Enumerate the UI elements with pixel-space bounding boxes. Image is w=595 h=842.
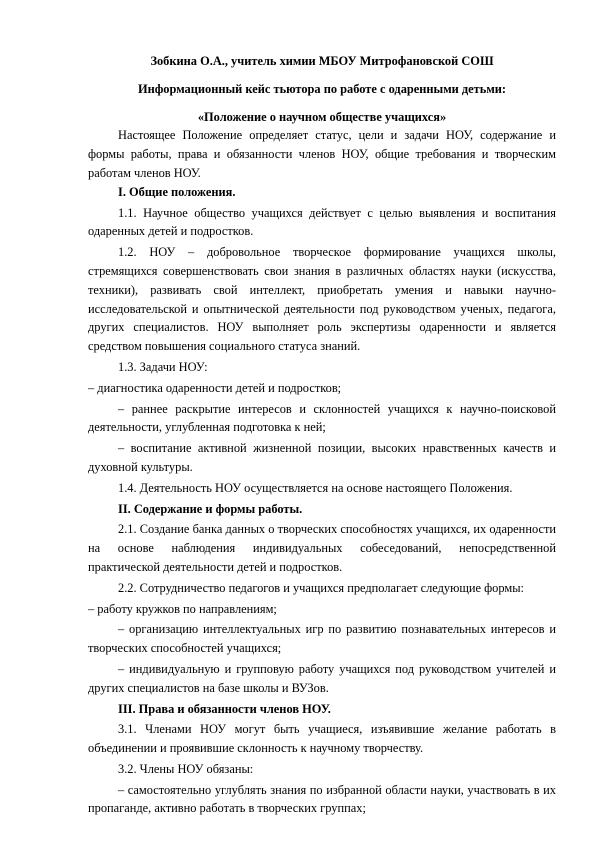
duty-item-1: – самостоятельно углублять знания по избранной области науки, участвовать в их пропаганде, активно работать в творческих группах; bbox=[88, 782, 556, 816]
author-line: Зобкина О.А., учитель химии МБОУ Митрофановской СОШ bbox=[150, 54, 494, 68]
document-title: «Положение о научном обществе учащихся» bbox=[197, 109, 447, 124]
paragraph-2-1: 2.1. Создание банка данных о творческих способностях учащихся, их одаренности на основе наблюдения индивидуальных собеседований, непосредственной практической деятельности детей и подростков. bbox=[88, 522, 556, 574]
document-page bbox=[88, 52, 556, 818]
paragraph-1-4: 1.4. Деятельность НОУ осуществляется на основе настоящего Положения. bbox=[118, 480, 513, 495]
task-item-3: – воспитание активной жизненной позиции, высоких нравственных качеств и духовной культуры. bbox=[88, 441, 556, 474]
section-1-heading: I. Общие положения. bbox=[118, 184, 236, 199]
form-item-1: – работу кружков по направлениям; bbox=[88, 601, 277, 616]
task-item-2: – раннее раскрытие интересов и склонностей учащихся к научно-поисковой деятельности, углубленная подготовка к ней; bbox=[88, 401, 556, 435]
section-2-heading: II. Содержание и формы работы. bbox=[118, 501, 303, 516]
paragraph-2-2: 2.2. Сотрудничество педагогов и учащихся предполагает следующие формы: bbox=[118, 580, 524, 595]
form-item-3: – индивидуальную и групповую работу учащихся под руководством учителей и других специалистов на базе школы и ВУЗов. bbox=[88, 661, 556, 695]
paragraph-1-1: 1.1. Научное общество учащихся действует с целью выявления и воспитания одаренных детей и подростков. bbox=[88, 205, 556, 239]
form-item-2: – организацию интеллектуальных игр по развитию познавательных интересов и творческих способностей учащихся; bbox=[88, 622, 556, 656]
case-title: Информационный кейс тьютора по работе с одаренными детьми: bbox=[137, 81, 507, 96]
paragraph-3-1: 3.1. Членами НОУ могут быть учащиеся, изъявившие желание работать в объединении и проявившие склонность к научному творчеству. bbox=[88, 722, 556, 756]
paragraph-1-3: 1.3. Задачи НОУ: bbox=[118, 359, 208, 374]
task-item-1: – диагностика одаренности детей и подростков; bbox=[88, 380, 342, 395]
paragraph-1-2: 1.2. НОУ – добровольное творческое формирование учащихся школы, стремящихся совершенствовать свои знания в различных областях науки (искусства, техники), развивать свой интеллект, приобретать умения и навыки научно-исследовательской и опытнической деятельности под руководством ученых, педагога, других специалистов. НОУ выполняет роль экспертизы одаренности и является средством повышения социального статуса знаний. bbox=[88, 245, 556, 354]
section-3-heading: III. Права и обязанности членов НОУ. bbox=[118, 701, 331, 716]
intro-paragraph: Настоящее Положение определяет статус, цели и задачи НОУ, содержание и формы работы, права и обязанности членов НОУ, общие требования и творческим работам членов НОУ. bbox=[88, 128, 556, 180]
paragraph-3-2: 3.2. Члены НОУ обязаны: bbox=[118, 761, 254, 776]
